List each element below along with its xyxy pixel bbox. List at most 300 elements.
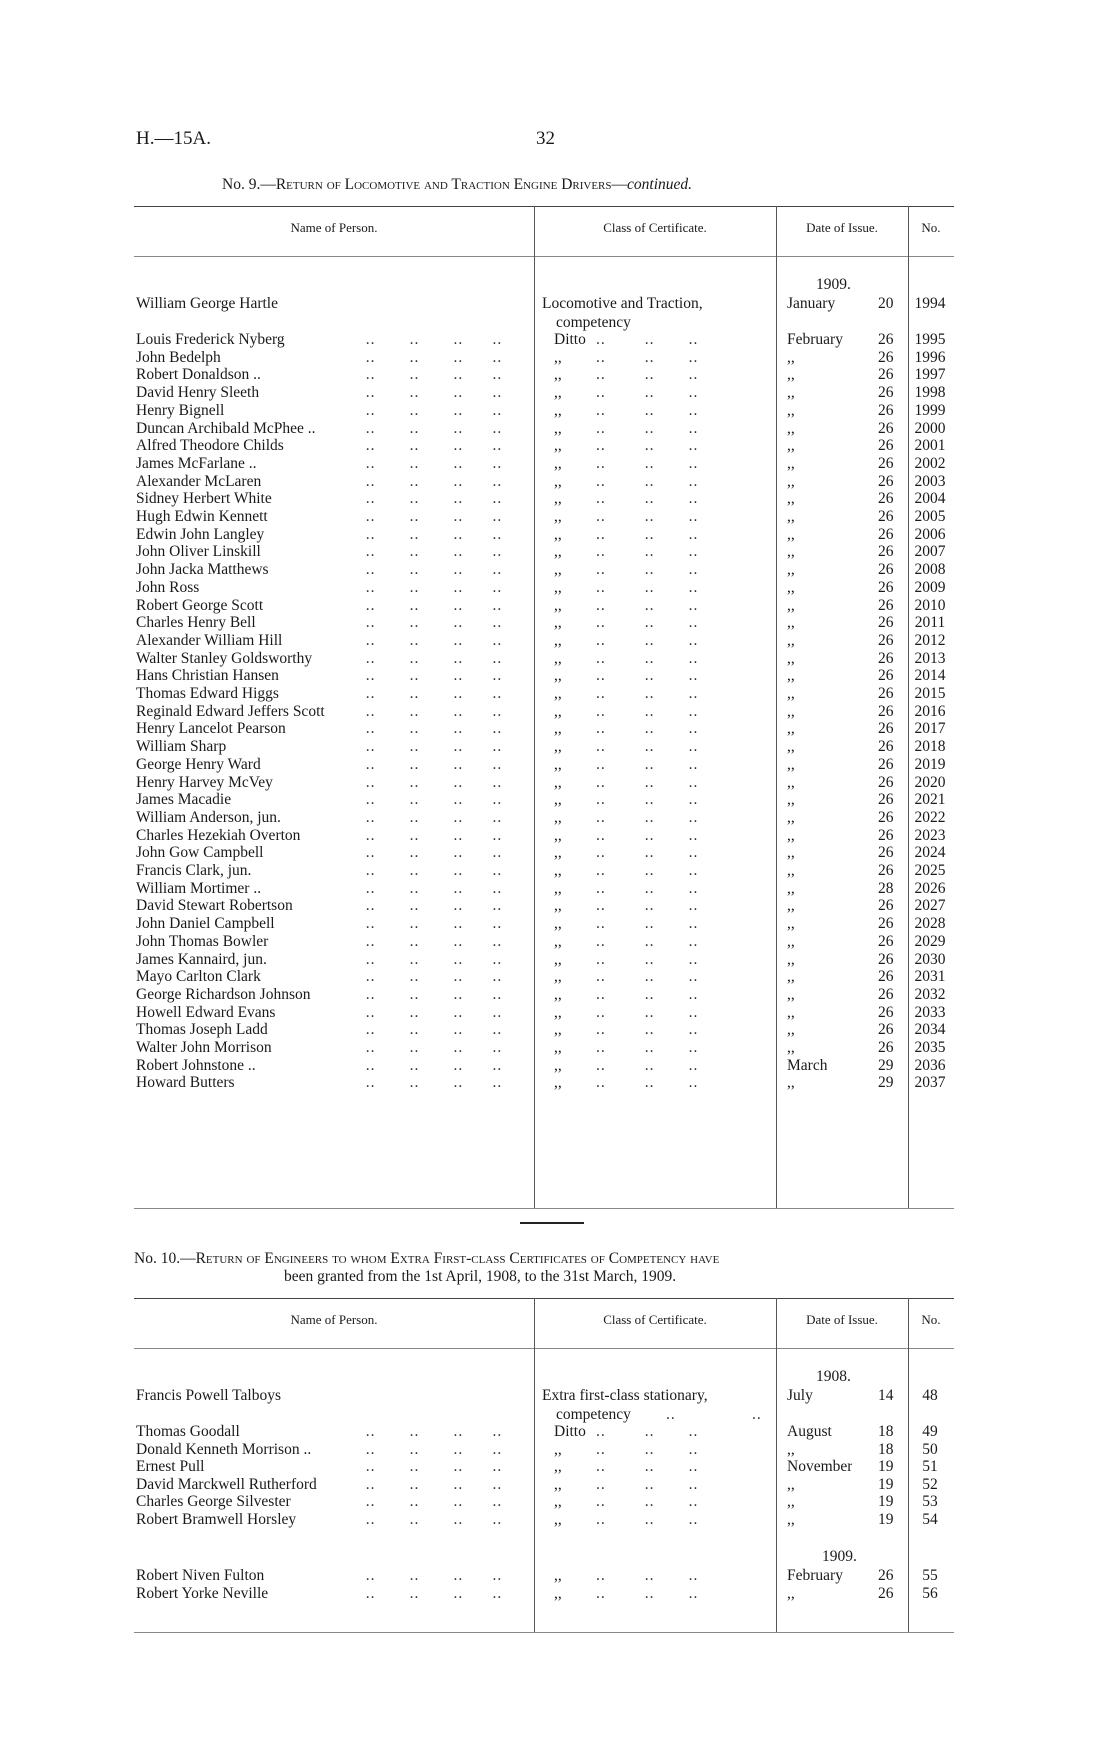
row-class: ,,: [554, 614, 562, 632]
row-class-leader: .. .. ..: [596, 437, 699, 455]
row-class: ,,: [554, 437, 562, 455]
row-name: Robert Johnstone ..: [136, 1056, 256, 1074]
row-class-leader: .. .. ..: [596, 1511, 699, 1528]
row-day: 26: [878, 384, 894, 402]
row-class: ,,: [554, 720, 562, 738]
row-no: 2009: [914, 578, 946, 596]
row-name-leader: .. .. .. ..: [356, 1074, 503, 1092]
row-day: 26: [878, 720, 894, 738]
row-class-leader: .. .. ..: [596, 755, 699, 773]
row-month: ,,: [787, 932, 795, 950]
row-class-leader: .. .. ..: [596, 543, 699, 561]
table-row: [134, 1386, 954, 1406]
row-class-leader: .. .. ..: [596, 1003, 699, 1021]
row-month: ,,: [787, 791, 795, 809]
year-label: 1909.: [816, 276, 851, 293]
row-name: Mayo Carlton Clark: [136, 968, 261, 986]
row-month: ,,: [787, 1475, 795, 1493]
row-month: ,,: [787, 826, 795, 844]
row-month: ,,: [787, 525, 795, 543]
row-class-leader: .. .. ..: [596, 1021, 699, 1039]
row-name: James McFarlane ..: [136, 454, 257, 472]
row-class-leader: .. .. ..: [596, 331, 699, 348]
row-no: 2000: [914, 419, 946, 437]
table-row: [134, 1510, 954, 1530]
row-name-leader: .. .. .. ..: [356, 649, 503, 667]
row-class-leader: .. .. ..: [596, 508, 699, 525]
row-month: ,,: [787, 879, 795, 897]
table-row: [134, 294, 954, 314]
row-no: 2002: [914, 454, 946, 472]
col-header-name: Name of Person.: [290, 1312, 378, 1327]
row-no: 2033: [914, 1003, 946, 1021]
row-class-leader: .. .. ..: [596, 1039, 699, 1056]
row-no: 2019: [914, 755, 946, 773]
row-class-leader: .. .. ..: [596, 667, 699, 685]
row-month: February: [787, 331, 843, 348]
row-day: 26: [878, 561, 894, 579]
row-day: 19: [878, 1458, 894, 1476]
row-class: ,,: [554, 384, 562, 402]
row-day: 20: [878, 295, 894, 312]
row-class: ,,: [554, 879, 562, 897]
row-class-leader: .. .. ..: [596, 419, 699, 437]
row-day: 26: [878, 844, 894, 862]
row-class: ,,: [554, 561, 562, 579]
row-name-leader: .. .. .. ..: [356, 738, 503, 756]
row-no: 1998: [914, 384, 946, 402]
row-class: ,,: [554, 1458, 562, 1476]
row-class-leader: .. .. ..: [596, 915, 699, 933]
row-class: ,,: [554, 808, 562, 826]
row-day: 26: [878, 1021, 894, 1039]
row-day: 26: [878, 950, 894, 968]
row-month: ,,: [787, 649, 795, 667]
row-month: ,,: [787, 490, 795, 508]
row-class: ,,: [554, 578, 562, 596]
row-name: Ernest Pull: [136, 1458, 205, 1476]
row-class: ,,: [554, 1021, 562, 1039]
row-name: John Jacka Matthews: [136, 561, 269, 579]
row-month: ,,: [787, 738, 795, 756]
row-day: 26: [878, 401, 894, 419]
row-class-leader: .. .. ..: [596, 454, 699, 472]
row-name-leader: .. .. .. ..: [356, 1511, 503, 1528]
row-class-leader: .. .. ..: [596, 1567, 699, 1584]
row-name-leader: .. .. .. ..: [356, 366, 503, 384]
row-class-leader: .. .. ..: [596, 561, 699, 579]
row-no: 1997: [914, 366, 946, 384]
row-month: March: [787, 1056, 828, 1074]
row-class-leader: .. .. ..: [596, 1056, 699, 1074]
row-day: 26: [878, 578, 894, 596]
row-name: Reginald Edward Jeffers Scott: [136, 702, 325, 720]
row-class: ,,: [554, 844, 562, 862]
row-day: 19: [878, 1511, 894, 1528]
row-no: 48: [922, 1387, 938, 1404]
row-name-leader: .. .. .. ..: [356, 667, 503, 685]
row-name-leader: .. .. .. ..: [356, 826, 503, 844]
row-day: 26: [878, 1567, 894, 1584]
row-day: 26: [878, 932, 894, 950]
row-day: 26: [878, 738, 894, 756]
row-month: ,,: [787, 419, 795, 437]
row-no: 51: [922, 1458, 938, 1476]
row-class-leader: .. .. ..: [596, 348, 699, 366]
row-month: ,,: [787, 1511, 795, 1528]
row-name: John Ross: [136, 578, 200, 596]
row-month: ,,: [787, 1440, 795, 1458]
row-month: ,,: [787, 543, 795, 561]
row-name: William Mortimer ..: [136, 879, 262, 897]
col-header-name: Name of Person.: [290, 220, 378, 235]
row-class: ,,: [554, 490, 562, 508]
row-no: 2021: [914, 791, 946, 809]
section9-table: [134, 206, 954, 1210]
row-class-leader: .. .. ..: [596, 631, 699, 649]
row-name: John Bedelph: [136, 348, 221, 366]
row-month: ,,: [787, 773, 795, 791]
row-name: James Kannaird, jun.: [136, 950, 267, 968]
year-label: 1908.: [816, 1368, 851, 1385]
row-month: ,,: [787, 1074, 795, 1092]
row-name-leader: .. .. .. ..: [356, 1039, 503, 1056]
row-name-leader: .. .. .. ..: [356, 791, 503, 809]
row-class-leader: .. .. ..: [596, 366, 699, 384]
row-class: ,,: [554, 1003, 562, 1021]
col-header-no: No.: [921, 220, 941, 235]
row-day: 26: [878, 437, 894, 455]
row-class-leader: .. .. ..: [596, 1074, 699, 1092]
row-month: ,,: [787, 702, 795, 720]
row-name: Louis Frederick Nyberg: [136, 331, 285, 348]
row-no: 2023: [914, 826, 946, 844]
row-month: ,,: [787, 915, 795, 933]
row-no: 2014: [914, 667, 946, 685]
row-month: ,,: [787, 454, 795, 472]
row-no: 53: [922, 1493, 938, 1511]
row-name-leader: .. .. .. ..: [356, 1585, 503, 1602]
row-no: 2008: [914, 561, 946, 579]
row-no: 2030: [914, 950, 946, 968]
row-name-leader: .. .. .. ..: [356, 755, 503, 773]
row-no: 2035: [914, 1039, 946, 1056]
row-no: 2025: [914, 862, 946, 879]
row-no: 2001: [914, 437, 946, 455]
row-name-leader: .. .. .. ..: [356, 401, 503, 419]
row-no: 2004: [914, 490, 946, 508]
row-name: Francis Clark, jun.: [136, 862, 252, 879]
row-class-leader: .. .. ..: [596, 490, 699, 508]
row-name: William Anderson, jun.: [136, 808, 281, 826]
row-day: 26: [878, 702, 894, 720]
row-name-leader: .. .. .. ..: [356, 1056, 503, 1074]
row-class-leader: .. .. ..: [596, 738, 699, 756]
row-no: 2015: [914, 685, 946, 702]
row-name: Hans Christian Hansen: [136, 667, 279, 685]
row-name: Robert Bramwell Horsley: [136, 1511, 297, 1528]
row-name: Donald Kenneth Morrison ..: [136, 1440, 312, 1458]
row-class-continuation-text: competency: [556, 1406, 631, 1423]
row-name-leader: .. .. .. ..: [356, 1003, 503, 1021]
row-month: ,,: [787, 614, 795, 632]
row-class: ,,: [554, 596, 562, 614]
row-class: ,,: [554, 366, 562, 384]
row-name: Edwin John Langley: [136, 525, 265, 543]
row-class: ,,: [554, 685, 562, 702]
row-class: Extra first-class stationary,: [542, 1387, 708, 1404]
row-name: Henry Lancelot Pearson: [136, 720, 286, 738]
row-class: ,,: [554, 702, 562, 720]
row-name: Howell Edward Evans: [136, 1003, 276, 1021]
row-month: ,,: [787, 578, 795, 596]
row-month: ,,: [787, 862, 795, 879]
row-class-leader: .. .. ..: [596, 862, 699, 879]
row-no: 2012: [914, 631, 946, 649]
row-day: 26: [878, 596, 894, 614]
row-name-leader: .. .. .. ..: [356, 614, 503, 632]
row-day: 26: [878, 348, 894, 366]
row-name: William Sharp: [136, 738, 227, 756]
row-class-leader: .. .. ..: [596, 950, 699, 968]
row-day: 26: [878, 773, 894, 791]
col-header-date: Date of Issue.: [806, 1312, 878, 1327]
row-no: 2037: [914, 1074, 946, 1092]
row-name-leader: .. .. .. ..: [356, 773, 503, 791]
row-name: Robert Niven Fulton: [136, 1567, 265, 1584]
col-header-date: Date of Issue.: [806, 220, 878, 235]
row-day: 26: [878, 755, 894, 773]
row-name: Robert Donaldson ..: [136, 366, 261, 384]
row-class-continuation: competency .. ..: [556, 1406, 762, 1423]
row-name-leader: .. .. .. ..: [356, 508, 503, 525]
row-class: ,,: [554, 985, 562, 1003]
row-class-leader: .. .. ..: [596, 808, 699, 826]
row-name: Duncan Archibald McPhee ..: [136, 419, 316, 437]
row-no: 54: [922, 1511, 938, 1528]
row-class-continuation: competency: [556, 314, 631, 331]
row-name: John Daniel Campbell: [136, 915, 275, 933]
row-name: Alexander McLaren: [136, 472, 262, 490]
row-no: 52: [922, 1475, 938, 1493]
row-no: 2013: [914, 649, 946, 667]
row-class-leader: .. .. ..: [596, 879, 699, 897]
row-no: 2027: [914, 897, 946, 915]
row-no: 2024: [914, 844, 946, 862]
row-month: ,,: [787, 348, 795, 366]
row-class: ,,: [554, 1493, 562, 1511]
row-class-leader: .. .. ..: [596, 1458, 699, 1476]
row-name-leader: .. .. .. ..: [356, 384, 503, 402]
row-day: 26: [878, 366, 894, 384]
row-name-leader: .. .. .. ..: [356, 419, 503, 437]
page-ref: H.—15A.: [136, 128, 211, 149]
row-class-leader: .. .. ..: [596, 702, 699, 720]
row-month: ,,: [787, 897, 795, 915]
row-class: ,,: [554, 508, 562, 525]
section9-title-prefix: No. 9.—: [222, 176, 276, 193]
row-day: 29: [878, 1074, 894, 1092]
row-class: ,,: [554, 915, 562, 933]
row-name-leader: .. .. .. ..: [356, 915, 503, 933]
row-no: 55: [922, 1567, 938, 1584]
row-month: January: [787, 295, 836, 312]
row-month: ,,: [787, 808, 795, 826]
row-name-leader: .. .. .. ..: [356, 702, 503, 720]
row-class-leader: .. .. ..: [596, 578, 699, 596]
row-name-leader: .. .. .. ..: [356, 454, 503, 472]
section10-title: [134, 1250, 954, 1286]
row-name-leader: .. .. .. ..: [356, 932, 503, 950]
row-no: 2020: [914, 773, 946, 791]
section10-table: [134, 1298, 954, 1638]
row-class: ,,: [554, 791, 562, 809]
row-name-leader: .. .. .. ..: [356, 808, 503, 826]
row-day: 28: [878, 879, 894, 897]
row-name: Charles Hezekiah Overton: [136, 826, 301, 844]
row-class-leader: .. .. ..: [596, 596, 699, 614]
row-name-leader: .. .. .. ..: [356, 879, 503, 897]
row-day: 19: [878, 1475, 894, 1493]
row-class: ,,: [554, 1585, 562, 1602]
row-class-leader: .. .. ..: [596, 932, 699, 950]
section10-title-line1: Return of Engineers to whom Extra First-class Certificates of Competency have: [195, 1250, 720, 1267]
row-class: ,,: [554, 454, 562, 472]
row-name: Thomas Goodall: [136, 1423, 240, 1440]
row-class: ,,: [554, 897, 562, 915]
row-class: ,,: [554, 631, 562, 649]
row-name: Hugh Edwin Kennett: [136, 508, 268, 525]
row-name: Henry Bignell: [136, 401, 225, 419]
row-class-leader: .. .. ..: [596, 1475, 699, 1493]
row-name: William George Hartle: [136, 295, 278, 312]
row-name: David Marckwell Rutherford: [136, 1475, 317, 1493]
row-name: Thomas Joseph Ladd: [136, 1021, 268, 1039]
table-row: [134, 1566, 954, 1586]
row-name: James Macadie: [136, 791, 232, 809]
row-month: ,,: [787, 844, 795, 862]
row-class: ,,: [554, 401, 562, 419]
row-name: Charles Henry Bell: [136, 614, 256, 632]
row-name-leader: .. .. .. ..: [356, 685, 503, 702]
row-day: 26: [878, 808, 894, 826]
row-day: 26: [878, 543, 894, 561]
row-name-leader: .. .. .. ..: [356, 561, 503, 579]
row-name: Howard Butters: [136, 1074, 235, 1092]
row-class-leader: .. .. ..: [596, 614, 699, 632]
row-class: Ditto: [554, 1423, 586, 1440]
row-class-leader: .. .. ..: [596, 897, 699, 915]
row-class: ,,: [554, 932, 562, 950]
row-name-leader: .. .. .. ..: [356, 968, 503, 986]
row-class: ,,: [554, 1567, 562, 1584]
row-class: ,,: [554, 472, 562, 490]
row-name-leader: .. .. .. ..: [356, 525, 503, 543]
row-day: 29: [878, 1056, 894, 1074]
row-month: ,,: [787, 985, 795, 1003]
row-no: 2007: [914, 543, 946, 561]
row-no: 2036: [914, 1056, 946, 1074]
section10-title-prefix: No. 10.—: [134, 1250, 196, 1267]
row-name: Alfred Theodore Childs: [136, 437, 284, 455]
section9-title: [222, 176, 692, 194]
row-class-leader: .. .. ..: [596, 968, 699, 986]
row-month: ,,: [787, 437, 795, 455]
row-class-leader: .. .. ..: [596, 649, 699, 667]
row-month: ,,: [787, 1585, 795, 1602]
section9-title-main: Return of Locomotive and Traction Engine Drivers—: [275, 176, 628, 193]
row-month: ,,: [787, 472, 795, 490]
row-class-leader: .. .. ..: [596, 791, 699, 809]
row-class-leader: .. .. ..: [596, 773, 699, 791]
row-class: ,,: [554, 649, 562, 667]
col-header-class: Class of Certificate.: [603, 1312, 707, 1327]
row-day: 26: [878, 826, 894, 844]
row-class: ,,: [554, 1440, 562, 1458]
row-no: 2017: [914, 720, 946, 738]
row-name: Walter John Morrison: [136, 1039, 272, 1056]
row-month: ,,: [787, 720, 795, 738]
row-month: August: [787, 1423, 832, 1440]
row-day: 26: [878, 490, 894, 508]
row-month: ,,: [787, 950, 795, 968]
row-class: ,,: [554, 968, 562, 986]
row-class: Ditto: [554, 331, 586, 348]
row-class: ,,: [554, 773, 562, 791]
row-no: 2034: [914, 1021, 946, 1039]
row-name-leader: .. .. .. ..: [356, 1440, 503, 1458]
row-class: ,,: [554, 738, 562, 756]
row-class-leader: .. .. ..: [596, 525, 699, 543]
row-class: ,,: [554, 826, 562, 844]
row-no: 2010: [914, 596, 946, 614]
row-day: 26: [878, 631, 894, 649]
row-day: 26: [878, 454, 894, 472]
row-name: George Henry Ward: [136, 755, 261, 773]
row-day: 26: [878, 862, 894, 879]
row-no: 2016: [914, 702, 946, 720]
row-no: 1994: [914, 295, 946, 312]
table-row: [134, 1584, 954, 1604]
row-month: ,,: [787, 755, 795, 773]
row-class-leader: .. .. ..: [596, 472, 699, 490]
row-class: ,,: [554, 1511, 562, 1528]
section10-title-line2: been granted from the 1st April, 1908, to the 31st March, 1909.: [284, 1268, 677, 1285]
row-month: February: [787, 1567, 843, 1584]
row-day: 26: [878, 685, 894, 702]
row-day: 26: [878, 508, 894, 525]
row-name-leader: .. .. .. ..: [356, 844, 503, 862]
row-no: 2029: [914, 932, 946, 950]
row-name: Thomas Edward Higgs: [136, 685, 279, 702]
row-day: 14: [878, 1387, 894, 1404]
row-class-leader: .. .. ..: [596, 1423, 699, 1440]
row-name-leader: .. .. .. ..: [356, 631, 503, 649]
row-no: 1999: [914, 401, 946, 419]
row-month: ,,: [787, 968, 795, 986]
row-month: ,,: [787, 561, 795, 579]
row-month: ,,: [787, 401, 795, 419]
row-month: ,,: [787, 596, 795, 614]
row-day: 26: [878, 897, 894, 915]
row-day: 26: [878, 985, 894, 1003]
row-no: 1996: [914, 348, 946, 366]
section-separator: [520, 1222, 584, 1224]
row-month: ,,: [787, 1003, 795, 1021]
row-name-leader: .. .. .. ..: [356, 578, 503, 596]
row-class-leader: .. .. ..: [596, 401, 699, 419]
row-class-leader: .. .. ..: [596, 384, 699, 402]
